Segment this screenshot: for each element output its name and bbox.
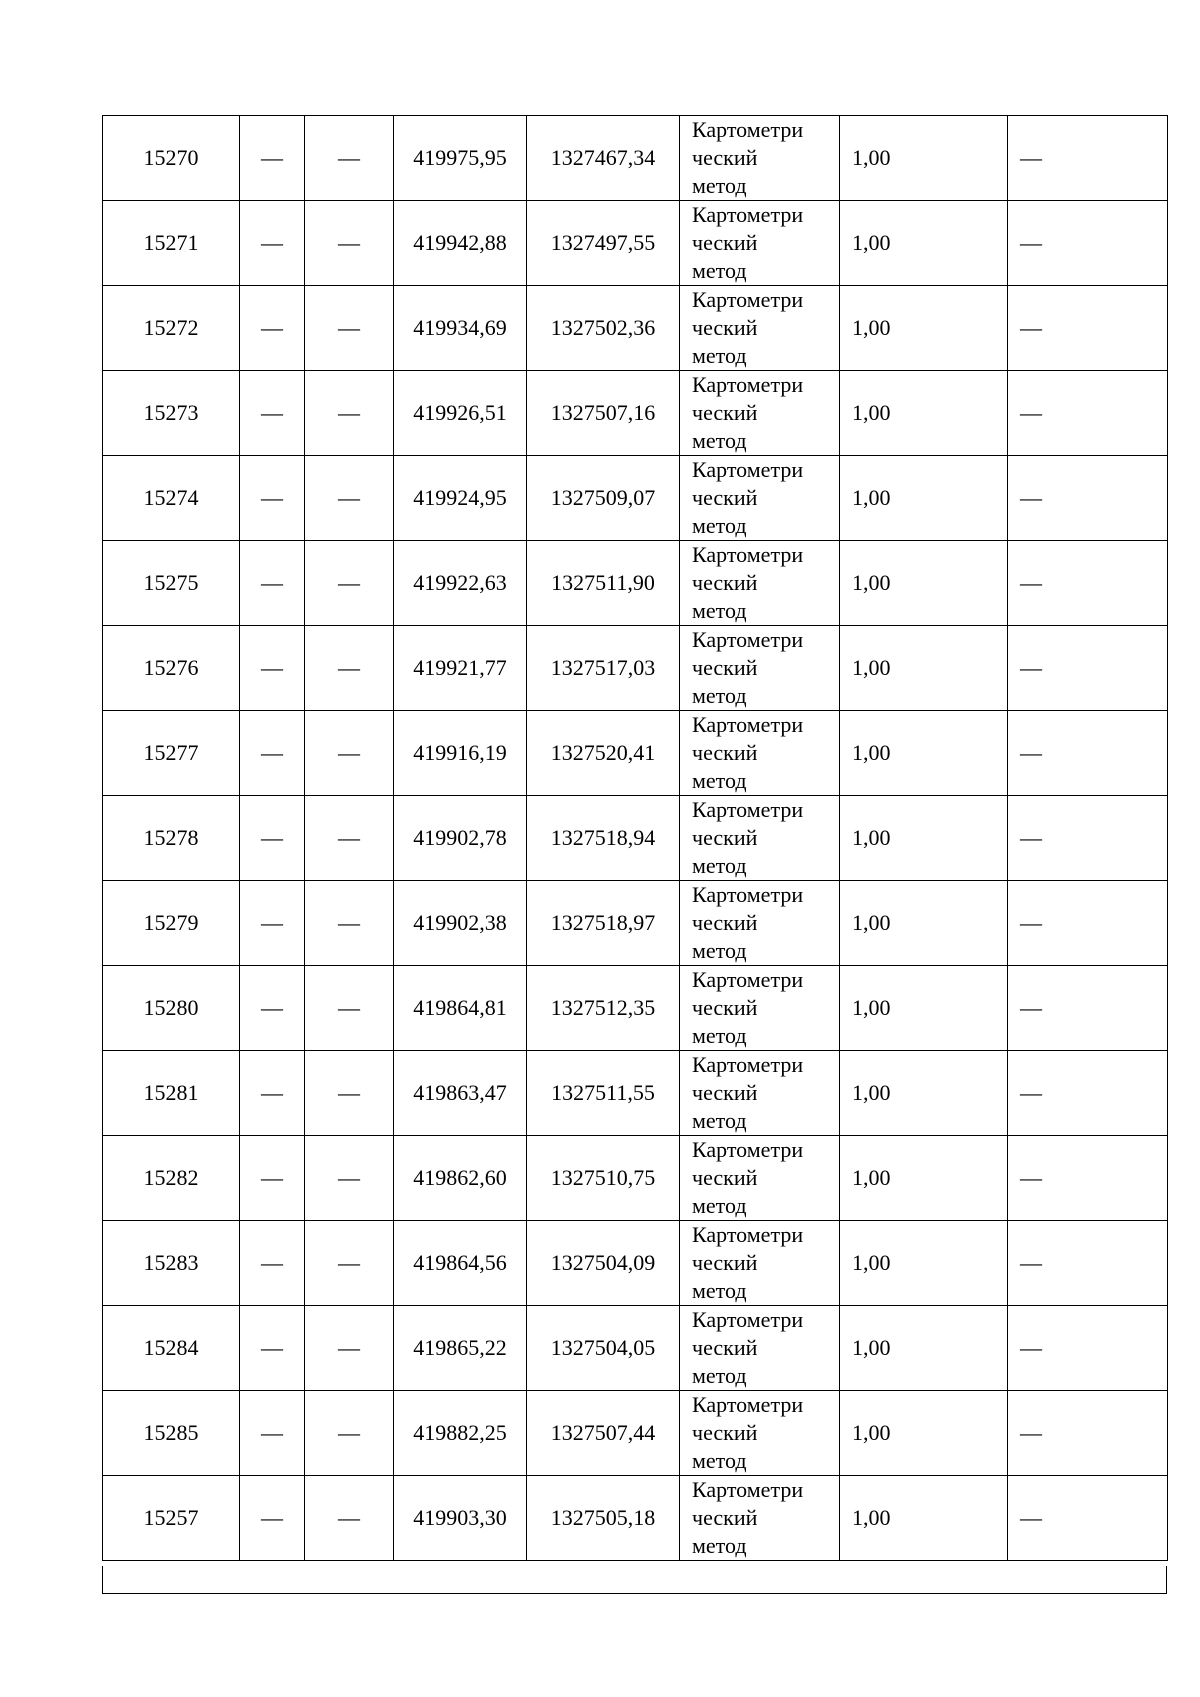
point-number-cell: 15270: [103, 116, 240, 201]
col2-cell: —: [240, 1476, 305, 1561]
last-column-cell: —: [1008, 286, 1168, 371]
col3-cell: —: [305, 966, 394, 1051]
col2-cell: —: [240, 1306, 305, 1391]
table-row: [103, 1306, 1168, 1391]
accuracy-cell: 1,00: [840, 881, 1008, 966]
accuracy-cell: 1,00: [840, 1476, 1008, 1561]
x-coordinate-cell: 419926,51: [394, 371, 527, 456]
method-text-line: метод: [692, 598, 747, 623]
method-text-line: ческий: [692, 1505, 758, 1530]
table-row: [103, 711, 1168, 796]
point-number-cell: 15283: [103, 1221, 240, 1306]
table-row: [103, 201, 1168, 286]
last-column-cell: —: [1008, 796, 1168, 881]
last-column-cell: —: [1008, 1136, 1168, 1221]
last-column-cell: —: [1008, 201, 1168, 286]
col2-cell: —: [240, 541, 305, 626]
y-coordinate-cell: 1327507,16: [527, 371, 680, 456]
last-column-cell: —: [1008, 1051, 1168, 1136]
col3-cell: —: [305, 1136, 394, 1221]
table-row: [103, 1136, 1168, 1221]
method-text-line: ческий: [692, 1250, 758, 1275]
y-coordinate-cell: 1327510,75: [527, 1136, 680, 1221]
method-text-line: Картометри: [692, 1137, 804, 1162]
method-text-line: метод: [692, 1363, 747, 1388]
x-coordinate-cell: 419942,88: [394, 201, 527, 286]
method-text-line: ческий: [692, 1165, 758, 1190]
table-row: [103, 1221, 1168, 1306]
point-number-cell: 15273: [103, 371, 240, 456]
y-coordinate-cell: 1327467,34: [527, 116, 680, 201]
method-text-line: Картометри: [692, 1052, 804, 1077]
table-row: [103, 796, 1168, 881]
col3-cell: —: [305, 541, 394, 626]
method-cell: [680, 626, 840, 711]
method-text-line: метод: [692, 1193, 747, 1218]
col2-cell: —: [240, 116, 305, 201]
method-text-line: ческий: [692, 1335, 758, 1360]
last-column-cell: —: [1008, 711, 1168, 796]
table-row: [103, 1476, 1168, 1561]
method-cell: [680, 116, 840, 201]
method-text-line: Картометри: [692, 372, 804, 397]
method-cell: [680, 1221, 840, 1306]
method-cell: [680, 711, 840, 796]
method-text-line: ческий: [692, 825, 758, 850]
x-coordinate-cell: 419934,69: [394, 286, 527, 371]
method-cell: [680, 1476, 840, 1561]
table-body: [103, 116, 1168, 1561]
col3-cell: —: [305, 626, 394, 711]
accuracy-cell: 1,00: [840, 456, 1008, 541]
method-text-line: ческий: [692, 655, 758, 680]
table-row: [103, 966, 1168, 1051]
col3-cell: —: [305, 1221, 394, 1306]
col2-cell: —: [240, 796, 305, 881]
method-text-line: метод: [692, 513, 747, 538]
method-cell: [680, 881, 840, 966]
method-text-line: Картометри: [692, 542, 804, 567]
method-text-line: Картометри: [692, 1392, 804, 1417]
table-row: [103, 1391, 1168, 1476]
method-text-line: Картометри: [692, 202, 804, 227]
y-coordinate-cell: 1327518,94: [527, 796, 680, 881]
y-coordinate-cell: 1327518,97: [527, 881, 680, 966]
method-text-line: метод: [692, 768, 747, 793]
accuracy-cell: 1,00: [840, 1306, 1008, 1391]
col3-cell: —: [305, 711, 394, 796]
x-coordinate-cell: 419922,63: [394, 541, 527, 626]
method-cell: [680, 456, 840, 541]
method-text-line: ческий: [692, 910, 758, 935]
col2-cell: —: [240, 711, 305, 796]
last-column-cell: —: [1008, 1221, 1168, 1306]
accuracy-cell: 1,00: [840, 1221, 1008, 1306]
col2-cell: —: [240, 1221, 305, 1306]
col3-cell: —: [305, 1051, 394, 1136]
accuracy-cell: 1,00: [840, 1051, 1008, 1136]
last-column-cell: —: [1008, 881, 1168, 966]
x-coordinate-cell: 419864,56: [394, 1221, 527, 1306]
col2-cell: —: [240, 456, 305, 541]
table-row: [103, 456, 1168, 541]
point-number-cell: 15284: [103, 1306, 240, 1391]
method-text-line: метод: [692, 343, 747, 368]
col3-cell: —: [305, 116, 394, 201]
y-coordinate-cell: 1327497,55: [527, 201, 680, 286]
col2-cell: —: [240, 286, 305, 371]
x-coordinate-cell: 419862,60: [394, 1136, 527, 1221]
method-text-line: ческий: [692, 570, 758, 595]
last-column-cell: —: [1008, 541, 1168, 626]
col3-cell: —: [305, 371, 394, 456]
method-text-line: метод: [692, 1023, 747, 1048]
col2-cell: —: [240, 1136, 305, 1221]
method-text-line: ческий: [692, 400, 758, 425]
method-cell: [680, 371, 840, 456]
col2-cell: —: [240, 966, 305, 1051]
method-text-line: Картометри: [692, 712, 804, 737]
point-number-cell: 15279: [103, 881, 240, 966]
method-text-line: метод: [692, 258, 747, 283]
x-coordinate-cell: 419924,95: [394, 456, 527, 541]
col3-cell: —: [305, 456, 394, 541]
col3-cell: —: [305, 1476, 394, 1561]
point-number-cell: 15282: [103, 1136, 240, 1221]
accuracy-cell: 1,00: [840, 1391, 1008, 1476]
accuracy-cell: 1,00: [840, 711, 1008, 796]
method-text-line: Картометри: [692, 117, 804, 142]
point-number-cell: 15277: [103, 711, 240, 796]
table-row: [103, 371, 1168, 456]
col2-cell: —: [240, 1051, 305, 1136]
method-text-line: ческий: [692, 1420, 758, 1445]
x-coordinate-cell: 419975,95: [394, 116, 527, 201]
point-number-cell: 15285: [103, 1391, 240, 1476]
method-cell: [680, 1136, 840, 1221]
last-column-cell: —: [1008, 116, 1168, 201]
y-coordinate-cell: 1327520,41: [527, 711, 680, 796]
method-cell: [680, 796, 840, 881]
table-row: [103, 1051, 1168, 1136]
last-column-cell: —: [1008, 1306, 1168, 1391]
method-text-line: Картометри: [692, 627, 804, 652]
method-cell: [680, 201, 840, 286]
method-text-line: ческий: [692, 995, 758, 1020]
point-number-cell: 15274: [103, 456, 240, 541]
point-number-cell: 15271: [103, 201, 240, 286]
table-row: [103, 626, 1168, 711]
y-coordinate-cell: 1327504,09: [527, 1221, 680, 1306]
method-text-line: Картометри: [692, 287, 804, 312]
x-coordinate-cell: 419882,25: [394, 1391, 527, 1476]
table-row: [103, 541, 1168, 626]
accuracy-cell: 1,00: [840, 201, 1008, 286]
method-cell: [680, 541, 840, 626]
method-text-line: ческий: [692, 230, 758, 255]
method-cell: [680, 1391, 840, 1476]
y-coordinate-cell: 1327512,35: [527, 966, 680, 1051]
table-row: [103, 881, 1168, 966]
point-number-cell: 15281: [103, 1051, 240, 1136]
x-coordinate-cell: 419902,38: [394, 881, 527, 966]
method-text-line: Картометри: [692, 797, 804, 822]
point-number-cell: 15278: [103, 796, 240, 881]
accuracy-cell: 1,00: [840, 626, 1008, 711]
point-number-cell: 15272: [103, 286, 240, 371]
last-column-cell: —: [1008, 626, 1168, 711]
point-number-cell: 15280: [103, 966, 240, 1051]
last-column-cell: —: [1008, 1476, 1168, 1561]
y-coordinate-cell: 1327504,05: [527, 1306, 680, 1391]
col2-cell: —: [240, 201, 305, 286]
method-text-line: Картометри: [692, 967, 804, 992]
last-column-cell: —: [1008, 456, 1168, 541]
table-row: [103, 116, 1168, 201]
method-text-line: Картометри: [692, 1222, 804, 1247]
method-cell: [680, 966, 840, 1051]
method-text-line: метод: [692, 1533, 747, 1558]
x-coordinate-cell: 419864,81: [394, 966, 527, 1051]
method-text-line: ческий: [692, 315, 758, 340]
accuracy-cell: 1,00: [840, 541, 1008, 626]
col2-cell: —: [240, 1391, 305, 1476]
method-text-line: ческий: [692, 485, 758, 510]
table-row: [103, 286, 1168, 371]
y-coordinate-cell: 1327505,18: [527, 1476, 680, 1561]
col3-cell: —: [305, 1306, 394, 1391]
col3-cell: —: [305, 796, 394, 881]
accuracy-cell: 1,00: [840, 371, 1008, 456]
accuracy-cell: 1,00: [840, 796, 1008, 881]
method-text-line: метод: [692, 1278, 747, 1303]
col2-cell: —: [240, 626, 305, 711]
method-cell: [680, 1306, 840, 1391]
x-coordinate-cell: 419916,19: [394, 711, 527, 796]
accuracy-cell: 1,00: [840, 286, 1008, 371]
method-text-line: метод: [692, 428, 747, 453]
method-text-line: Картометри: [692, 882, 804, 907]
last-column-cell: —: [1008, 966, 1168, 1051]
point-number-cell: 15257: [103, 1476, 240, 1561]
coordinates-table: [102, 115, 1168, 1561]
table-footer-row: [102, 1566, 1167, 1594]
method-text-line: метод: [692, 173, 747, 198]
method-text-line: Картометри: [692, 1477, 804, 1502]
y-coordinate-cell: 1327511,90: [527, 541, 680, 626]
x-coordinate-cell: 419921,77: [394, 626, 527, 711]
point-number-cell: 15276: [103, 626, 240, 711]
y-coordinate-cell: 1327509,07: [527, 456, 680, 541]
method-text-line: метод: [692, 853, 747, 878]
x-coordinate-cell: 419902,78: [394, 796, 527, 881]
method-cell: [680, 1051, 840, 1136]
accuracy-cell: 1,00: [840, 966, 1008, 1051]
col3-cell: —: [305, 1391, 394, 1476]
y-coordinate-cell: 1327507,44: [527, 1391, 680, 1476]
method-text-line: Картометри: [692, 1307, 804, 1332]
col3-cell: —: [305, 286, 394, 371]
method-text-line: метод: [692, 683, 747, 708]
method-text-line: ческий: [692, 740, 758, 765]
method-text-line: ческий: [692, 145, 758, 170]
point-number-cell: 15275: [103, 541, 240, 626]
method-text-line: метод: [692, 938, 747, 963]
x-coordinate-cell: 419865,22: [394, 1306, 527, 1391]
last-column-cell: —: [1008, 1391, 1168, 1476]
method-text-line: метод: [692, 1448, 747, 1473]
x-coordinate-cell: 419903,30: [394, 1476, 527, 1561]
y-coordinate-cell: 1327502,36: [527, 286, 680, 371]
method-text-line: метод: [692, 1108, 747, 1133]
col2-cell: —: [240, 881, 305, 966]
method-text-line: Картометри: [692, 457, 804, 482]
method-cell: [680, 286, 840, 371]
x-coordinate-cell: 419863,47: [394, 1051, 527, 1136]
y-coordinate-cell: 1327517,03: [527, 626, 680, 711]
col2-cell: —: [240, 371, 305, 456]
method-text-line: ческий: [692, 1080, 758, 1105]
col3-cell: —: [305, 201, 394, 286]
accuracy-cell: 1,00: [840, 116, 1008, 201]
y-coordinate-cell: 1327511,55: [527, 1051, 680, 1136]
col3-cell: —: [305, 881, 394, 966]
accuracy-cell: 1,00: [840, 1136, 1008, 1221]
last-column-cell: —: [1008, 371, 1168, 456]
